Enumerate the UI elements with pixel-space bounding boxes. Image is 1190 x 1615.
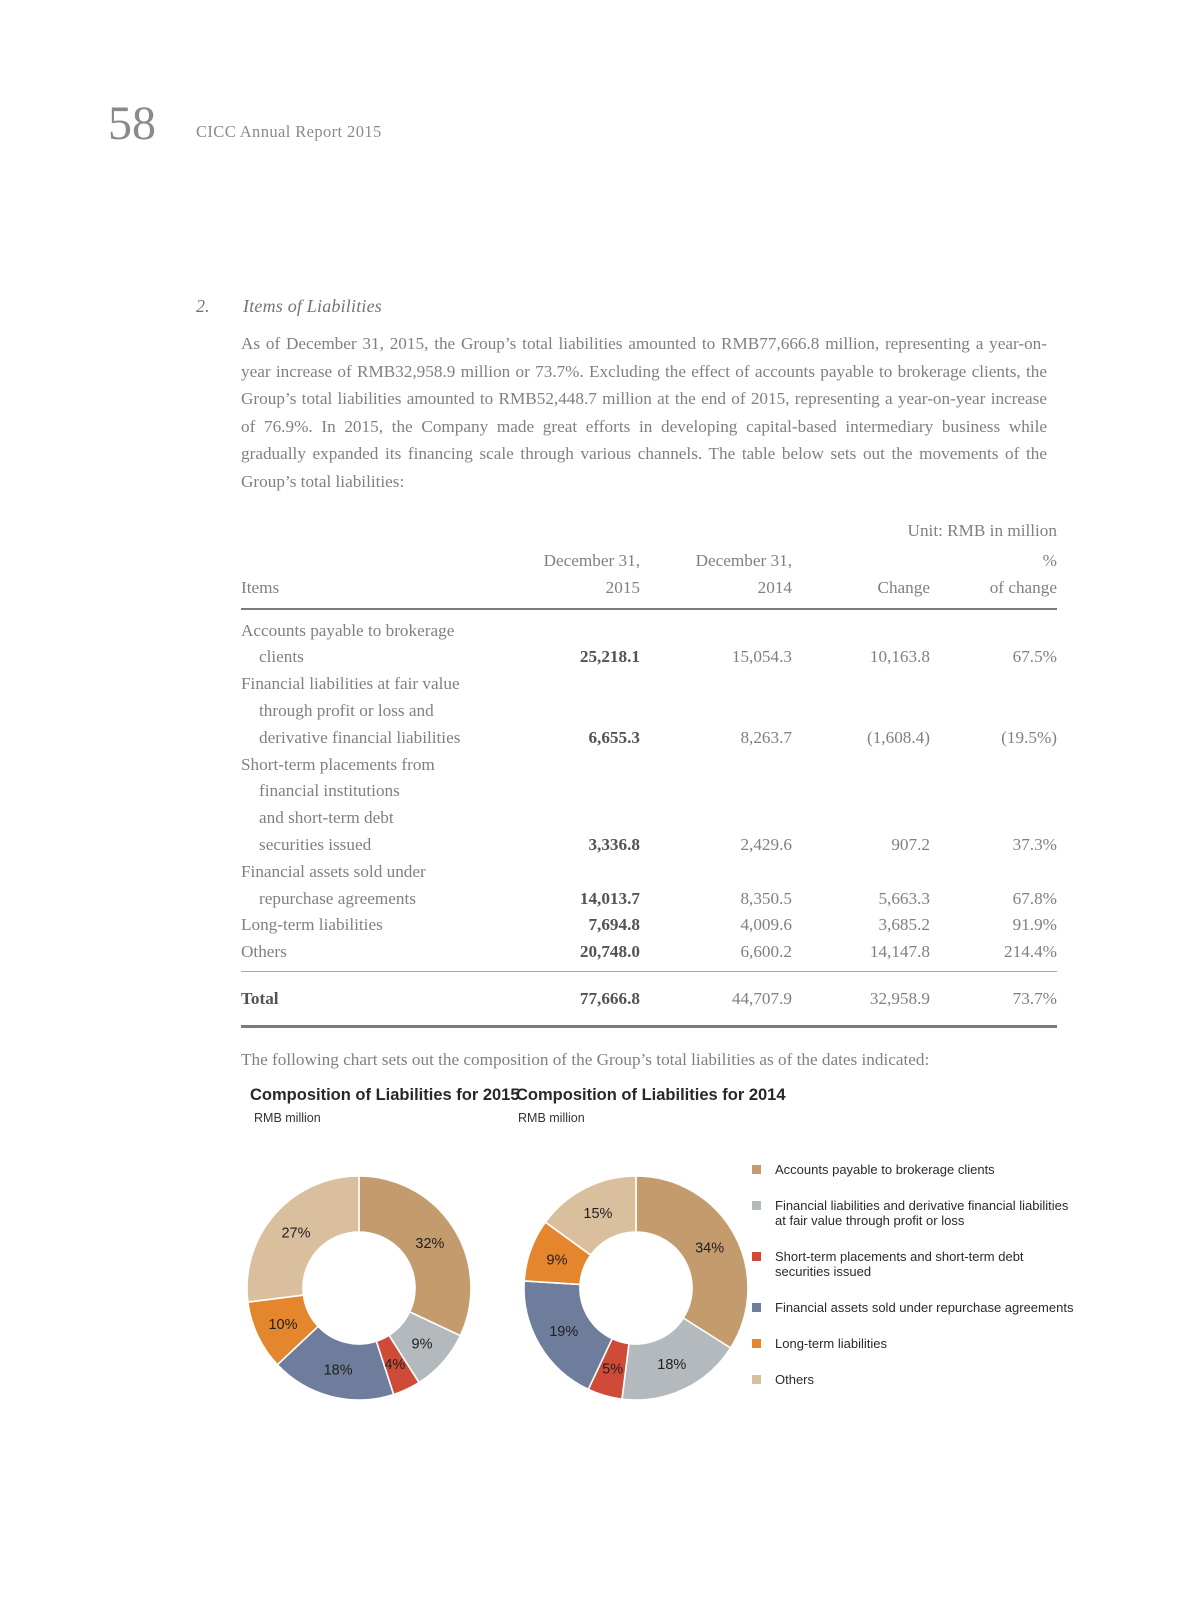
table-row [241, 671, 1057, 751]
total-cell-value: 32,958.9 [869, 988, 930, 1008]
row-label-line: Short-term placements from [241, 754, 435, 774]
page-number: 58 [108, 97, 156, 150]
pie-slice [636, 1176, 748, 1348]
row-label-line: financial institutions [259, 781, 400, 801]
table-row [241, 859, 1057, 913]
cell-value: 10,163.8 [869, 647, 930, 667]
row-label-line: Long-term liabilities [241, 915, 383, 935]
column-header-line: December 31, [543, 551, 640, 570]
row-label [241, 618, 491, 672]
row-label [241, 912, 491, 939]
cell-value: 214.4% [1004, 942, 1057, 962]
cell-value: 15,054.3 [731, 647, 792, 667]
cell-value: 25,218.1 [579, 647, 640, 667]
table-row [241, 939, 1057, 966]
report-title: CICC Annual Report 2015 [196, 122, 382, 141]
column-header-line: 2015 [605, 577, 640, 597]
cell-value: (1,608.4) [866, 727, 930, 747]
legend-label-line: Short-term placements and short-term debt [775, 1249, 1024, 1264]
slice-percent-label: 18% [657, 1357, 687, 1373]
cell-value: 6,600.2 [740, 942, 792, 962]
legend-swatch [752, 1339, 761, 1348]
row-label-line: securities issued [259, 834, 372, 854]
chart-axis-unit-2014: RMB million [518, 1111, 585, 1125]
slice-percent-label: 34% [695, 1240, 725, 1257]
column-header-line: of change [989, 577, 1057, 597]
cell-value: 2,429.6 [740, 834, 792, 854]
legend-label [775, 1198, 1068, 1228]
chart-title-2014: Composition of Liabilities for 2014 [516, 1086, 786, 1104]
legend-swatch [752, 1375, 761, 1384]
row-label-line: Financial liabilities at fair value [241, 674, 460, 694]
table-bottom-rule [241, 1025, 1057, 1028]
slice-percent-label: 5% [602, 1361, 624, 1378]
column-header-line: 2014 [757, 577, 792, 597]
slice-percent-label: 32% [415, 1236, 445, 1252]
legend-item [752, 1249, 1172, 1279]
column-header-line: December 31, [695, 551, 792, 570]
cell-value: 67.8% [1012, 888, 1057, 908]
cell-value: 37.3% [1012, 834, 1057, 854]
row-label-line: through profit or loss and [259, 700, 434, 720]
row-label-line: repurchase agreements [259, 888, 416, 908]
section-paragraph: As of December 31, 2015, the Group’s total liabilities amounted to RMB77,666.8 million, representing a year-on-year increase of RMB32,958.9 million or 73.7%. Excluding the effect of accounts payable to brokerage clients, the Group’s total liabilities amounted to RMB52,448.7 million at the end of 2015, representing a year-on-year increase of 76.9%. In 2015, the Company made great efforts in developing capital-based intermediary business while gradually expanded its financing scale through various channels. The table below sets out the movements of the Group’s total liabilities: [241, 334, 1047, 491]
cell-value: 67.5% [1012, 647, 1057, 667]
cell-value: 14,013.7 [579, 888, 640, 908]
chart-axis-unit-2015: RMB million [254, 1111, 321, 1125]
slice-percent-label: 4% [384, 1357, 406, 1373]
donut-chart-2015 [243, 1172, 475, 1404]
legend-swatch [752, 1303, 761, 1312]
row-label-line: clients [259, 647, 304, 667]
slice-percent-label: 9% [411, 1336, 433, 1353]
table-total-row [241, 972, 1057, 1013]
column-header [792, 548, 930, 602]
column-header-line: Change [877, 577, 930, 597]
slice-percent-label: 9% [546, 1252, 568, 1269]
cell-value: 3,336.8 [588, 834, 640, 854]
row-label [241, 939, 491, 966]
table-header [241, 548, 1057, 610]
table-unit-label: Unit: RMB in million [907, 521, 1057, 540]
row-label [241, 752, 491, 859]
chart-title-2015: Composition of Liabilities for 2015 [250, 1086, 520, 1104]
total-cell-value: 44,707.9 [731, 988, 792, 1008]
total-cell-value: 73.7% [1012, 988, 1057, 1008]
legend-swatch [752, 1201, 761, 1210]
cell-value: 8,350.5 [740, 888, 792, 908]
column-header-line: % [1042, 551, 1057, 570]
legend-label-line: Accounts payable to brokerage clients [775, 1162, 995, 1177]
liabilities-table [241, 548, 1057, 1028]
cell-value: 3,685.2 [878, 915, 930, 935]
chart-legend [752, 1162, 1172, 1387]
row-label-line: Others [241, 942, 287, 962]
legend-item [752, 1162, 1172, 1177]
cell-value: 91.9% [1012, 915, 1057, 935]
table-row [241, 618, 1057, 672]
cell-value: 7,694.8 [588, 915, 640, 935]
row-label-line: and short-term debt [259, 808, 394, 828]
legend-label-line: Financial liabilities and derivative financial liabilities [775, 1198, 1069, 1213]
slice-percent-label: 15% [583, 1206, 613, 1223]
slice-percent-label: 10% [268, 1316, 298, 1333]
legend-swatch [752, 1252, 761, 1261]
table-body [241, 618, 1057, 966]
column-header-items: Items [241, 577, 280, 597]
legend-label [775, 1336, 887, 1351]
legend-label [775, 1372, 814, 1387]
row-label-line: Accounts payable to brokerage [241, 620, 455, 640]
cell-value: 6,655.3 [588, 727, 640, 747]
legend-label-line: Others [775, 1372, 815, 1387]
pie-slice [359, 1176, 471, 1336]
row-label-line: Financial assets sold under [241, 861, 426, 881]
legend-item [752, 1300, 1172, 1315]
cell-value: 907.2 [891, 834, 930, 854]
section-title: Items of Liabilities [243, 296, 382, 316]
row-label-line: derivative financial liabilities [259, 727, 461, 747]
cell-value: 20,748.0 [579, 942, 640, 962]
legend-item [752, 1198, 1172, 1228]
slice-percent-label: 27% [281, 1225, 311, 1242]
chart-intro: The following chart sets out the composition of the Group’s total liabilities as of the dates indicated: [241, 1050, 930, 1069]
section-number: 2. [196, 296, 210, 316]
cell-value: (19.5%) [1001, 727, 1057, 747]
legend-label [775, 1300, 1073, 1315]
legend-label-line: at fair value through profit or loss [775, 1213, 965, 1228]
legend-swatch [752, 1165, 761, 1174]
slice-percent-label: 19% [549, 1323, 579, 1340]
legend-label [775, 1249, 1024, 1279]
table-row [241, 912, 1057, 939]
legend-label-line: securities issued [775, 1264, 872, 1279]
column-header [491, 548, 640, 602]
column-header [930, 548, 1057, 602]
total-cell-value: 77,666.8 [579, 988, 640, 1008]
legend-label-line: Long-term liabilities [775, 1336, 887, 1351]
table-row [241, 752, 1057, 859]
legend-label [775, 1162, 995, 1177]
cell-value: 4,009.6 [740, 915, 792, 935]
legend-label-line: Financial assets sold under repurchase agreements [775, 1300, 1074, 1315]
row-label [241, 671, 491, 751]
cell-value: 8,263.7 [740, 727, 792, 747]
column-header [640, 548, 792, 602]
legend-item [752, 1372, 1172, 1387]
slice-percent-label: 18% [323, 1362, 353, 1379]
row-label [241, 859, 491, 913]
total-label: Total [241, 988, 279, 1008]
donut-chart-2014 [520, 1172, 752, 1404]
legend-item [752, 1336, 1172, 1351]
cell-value: 5,663.3 [878, 888, 930, 908]
cell-value: 14,147.8 [869, 942, 930, 962]
